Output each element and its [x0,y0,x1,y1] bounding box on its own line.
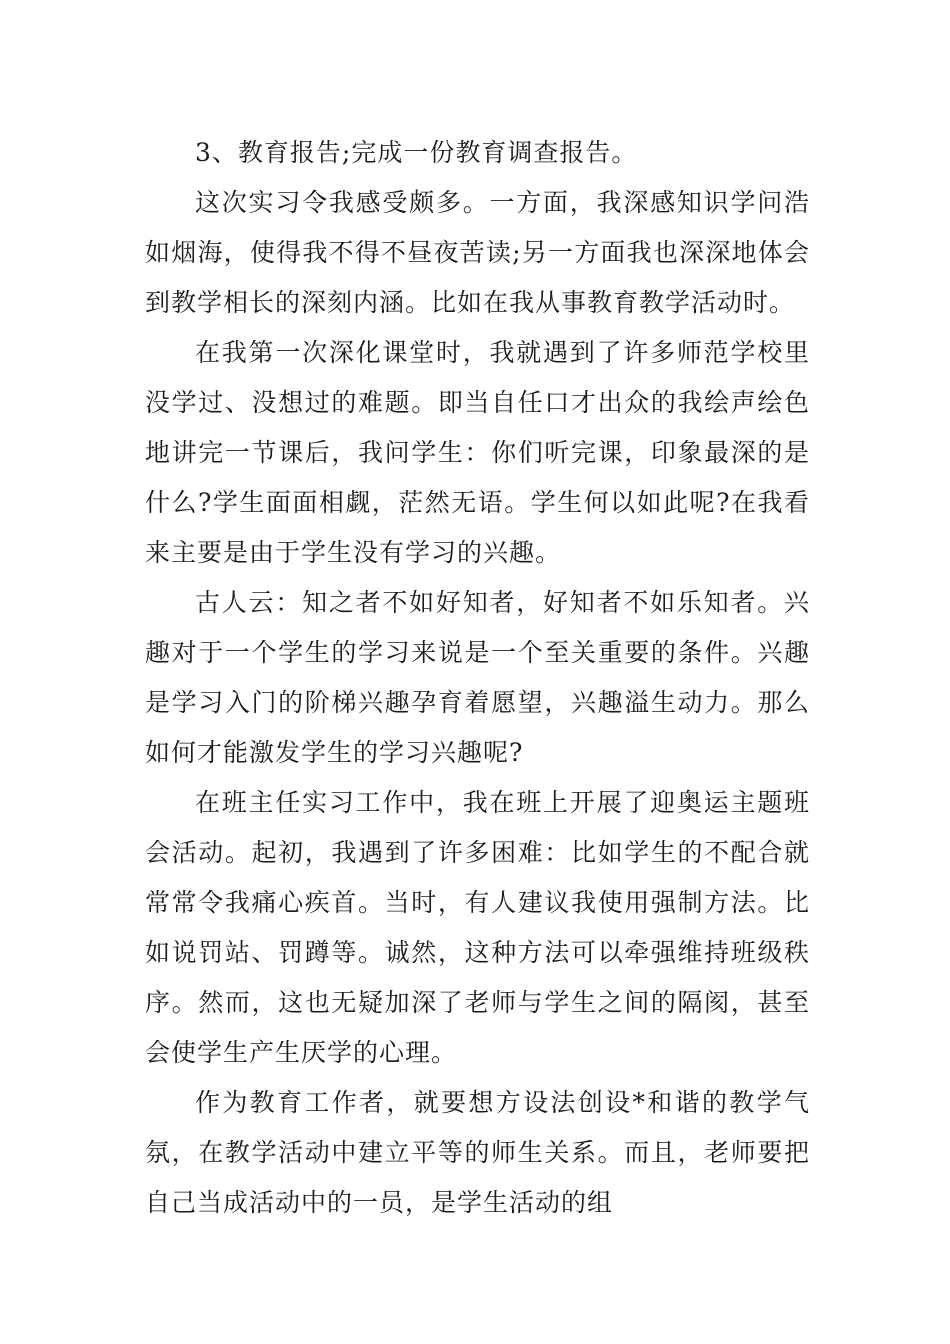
paragraph-educator-role: 作为教育工作者，就要想方设法创设*和谐的教学气氛，在教学活动中建立平等的师生关系。而且，老师要把自己当成活动中的一员，是学生活动的组 [145,1088,810,1217]
document-body [145,128,810,1228]
paragraph-report-item: 3、教育报告;完成一份教育调查报告。 [195,138,638,167]
paragraph-internship-feelings: 这次实习令我感受颇多。一方面，我深感知识学问浩如烟海，使得我不得不昼夜苦读;另一方面我也深深地体会到教学相长的深刻内涵。比如在我从事教育教学活动时。 [145,188,810,317]
paragraph-interest-quote: 古人云：知之者不如好知者，好知者不如乐知者。兴趣对于一个学生的学习来说是一个至关重要的条件。兴趣是学习入门的阶梯兴趣孕育着愿望，兴趣溢生动力。那么如何才能激发学生的学习兴趣呢? [145,588,810,767]
paragraph-class-meeting: 在班主任实习工作中，我在班上开展了迎奥运主题班会活动。起初，我遇到了许多困难：比如学生的不配合就常常令我痛心疾首。当时，有人建议我使用强制方法。比如说罚站、罚蹲等。诚然，这种方法可以牵强维持班级秩序。然而，这也无疑加深了老师与学生之间的隔阂，甚至会使学生产生厌学的心理。 [145,788,810,1067]
paragraph-first-class: 在我第一次深化课堂时，我就遇到了许多师范学校里没学过、没想过的难题。即当自任口才出众的我绘声绘色地讲完一节课后，我问学生：你们听完课，印象最深的是什么?学生面面相觑，茫然无语。学生何以如此呢?在我看来主要是由于学生没有学习的兴趣。 [145,338,810,567]
